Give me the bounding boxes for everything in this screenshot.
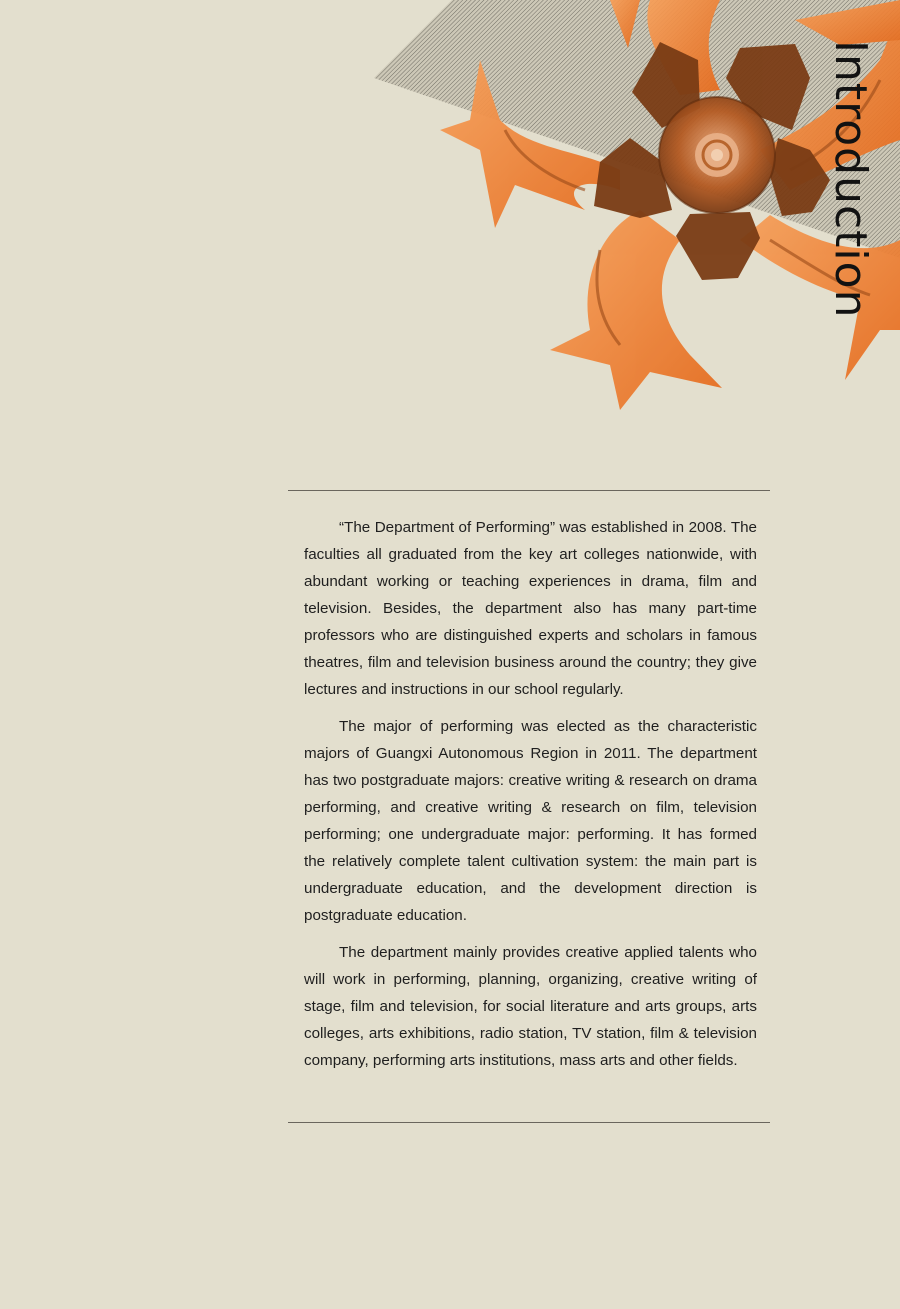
paragraph-1: “The Department of Performing” was established in 2008. The faculties all graduated from the key art colleges nationwide, with abundant working or teaching experiences in drama, film and television. Besides, the department also has many part-time professors who are distinguished experts and scholars in famous theatres, film and television business around the country; they give lectures and instructions in our school regularly.: [304, 519, 757, 698]
paragraph-3: The department mainly provides creative applied talents who will work in performing, planning, organizing, creative writing of stage, film and television, for social literature and arts groups, arts colleges, arts exhibitions, radio station, TV station, film & television company, performing arts institutions, mass arts and other fields.: [304, 944, 757, 1069]
bottom-divider: [288, 1122, 770, 1123]
top-divider: [288, 490, 770, 491]
page-title: Introduction: [825, 40, 876, 319]
pinwheel-emblem-graphic: [360, 0, 900, 420]
paragraph-2: The major of performing was elected as the characteristic majors of Guangxi Autonomous Region in 2011. The department has two postgraduate majors: creative writing & research on drama performing, and creative writing & research on film, television performing; one undergraduate major: performing. It has formed the relatively complete talent cultivation system: the main part is undergraduate education, and the development direction is postgraduate education.: [304, 718, 757, 924]
introduction-body: [304, 514, 757, 1084]
